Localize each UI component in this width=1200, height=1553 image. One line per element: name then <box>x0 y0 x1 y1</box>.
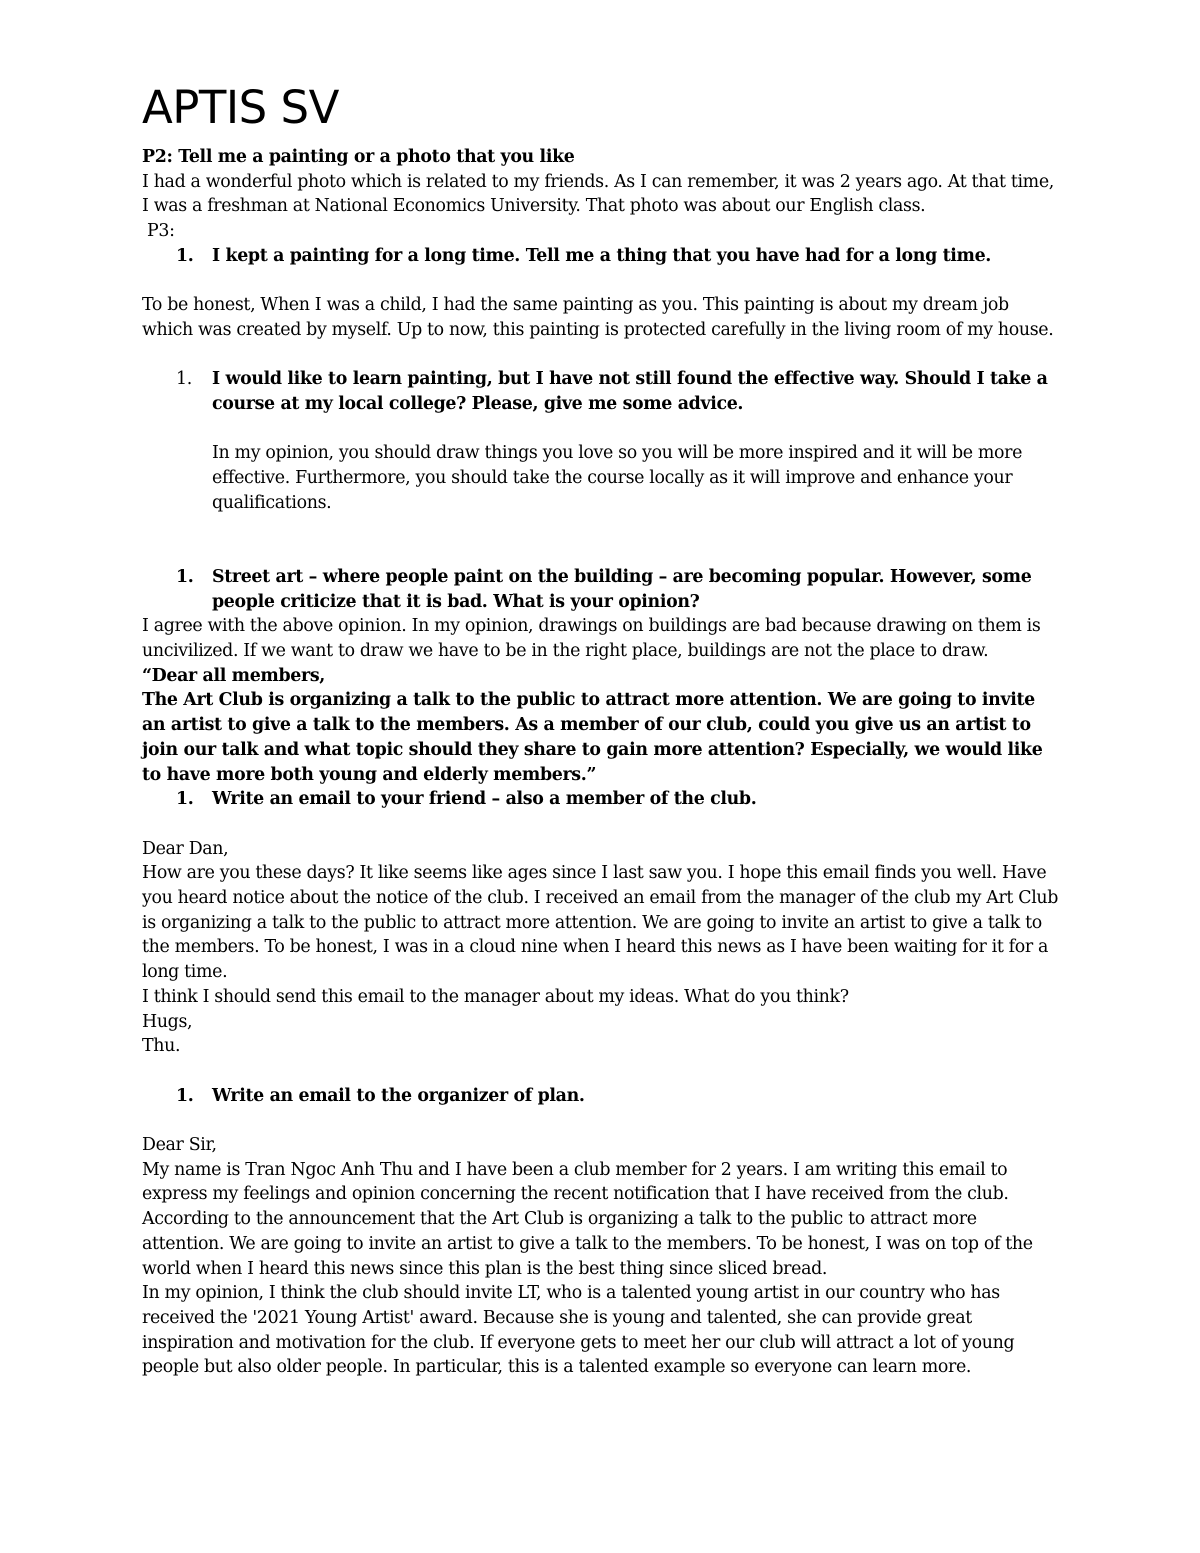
spacer <box>142 812 1062 837</box>
email-friend-body-2: I think I should send this email to the manager about my ideas. What do you think? <box>142 986 849 1007</box>
email-organizer-body-1: My name is Tran Ngoc Anh Thu and I have been a club member for 2 years. I am writing this email to express my feelings and opinion concerning the recent notification that I have received from the club. According to the announcement that the Art Club is organizing a talk to the public to attract more attention. We are going to invite an artist to give a talk to the members. To be honest, I was on top of the world when I heard this news since this plan is the best thing since sliced bread. <box>142 1159 1033 1279</box>
p2-heading: P2: Tell me a painting or a photo that you like <box>142 147 575 167</box>
list-number: 1. <box>176 789 194 810</box>
email-organizer-greeting: Dear Sir, <box>142 1135 217 1156</box>
p3-answer-1: To be honest, When I was a child, I had the same painting as you. This painting is about my dream job which was created by myself. Up to now, this painting is protected carefully in the living room of my house. <box>142 295 1054 340</box>
spacer <box>142 1059 1062 1084</box>
p3-question-1 <box>142 244 1062 269</box>
notice-body: The Art Club is organizing a talk to the public to attract more attention. We are going to invite an artist to give a talk to the members. As a member of our club, could you give us an artist to join our talk and what topic should they share to gain more attention? Especially, we would like to have more both young and elderly members.” <box>142 690 1043 785</box>
spacer <box>142 516 1062 565</box>
p3-answer-3: I agree with the above opinion. In my opinion, drawings on buildings are bad because drawing on them is uncivilized. If we want to draw we have to be in the right place, buildings are not the place to draw. <box>142 616 1041 661</box>
p2-answer: I had a wonderful photo which is related to my friends. As I can remember, it was 2 years ago. At that time, I was a freshman at National Economics University. That photo was about our English class. <box>142 171 1054 217</box>
list-number: 1. <box>176 245 194 266</box>
document-title: APTIS SV <box>142 81 339 134</box>
spacer <box>142 343 1062 368</box>
list-number: 1. <box>176 1085 194 1106</box>
p3-answer-2: In my opinion, you should draw things you love so you will be more inspired and it will be more effective. Furthermore, you should take the course locally as it will improve and enhance your qualifications. <box>212 443 1023 513</box>
email-organizer-body-2: In my opinion, I think the club should invite LT, who is a talented young artist in our country who has received the '2021 Young Artist' award. Because she is young and talented, she can provide great inspiration and motivation for the club. If everyone gets to meet her our club will attract a lot of young people but also older people. In particular, this is a talented example so everyone can learn more. <box>142 1283 1015 1378</box>
task-text: Write an email to the organizer of plan. <box>212 1085 585 1106</box>
spacer <box>142 269 1062 294</box>
email-friend-signature: Thu. <box>142 1036 181 1057</box>
list-number: 1. <box>176 566 194 587</box>
p3-label: P3: <box>147 221 175 242</box>
email-organizer-task <box>142 1084 1062 1109</box>
email-friend-greeting: Dear Dan, <box>142 838 229 859</box>
task-text: Write an email to your friend – also a member of the club. <box>212 789 757 810</box>
email-friend-closing: Hugs, <box>142 1011 193 1032</box>
list-number: 1. <box>176 369 192 390</box>
document-page <box>142 78 1062 1380</box>
spacer <box>142 417 1062 442</box>
question-text: I kept a painting for a long time. Tell me a thing that you have had for a long time. <box>212 245 991 266</box>
email-friend-body-1: How are you these days? It like seems like ages since I last saw you. I hope this email finds you well. Have you heard notice about the notice of the club. I received an email from the manager of the club my Art Club is organizing a talk to the public to attract more attention. We are going to invite an artist to give a talk to the members. To be honest, I was in a cloud nine when I heard this news as I have been waiting for it for a long time. <box>142 863 1059 983</box>
email-friend-task <box>142 787 1062 812</box>
question-text: Street art – where people paint on the building – are becoming popular. However, some people criticize that it is bad. What is your opinion? <box>212 566 1032 612</box>
p3-question-3 <box>142 565 1062 614</box>
notice-greeting: “Dear all members, <box>142 665 325 686</box>
spacer <box>142 1108 1062 1133</box>
question-text: I would like to learn painting, but I have not still found the effective way. Should I take a course at my local college? Please, give me some advice. <box>212 369 1048 414</box>
p3-question-2 <box>142 367 1062 416</box>
